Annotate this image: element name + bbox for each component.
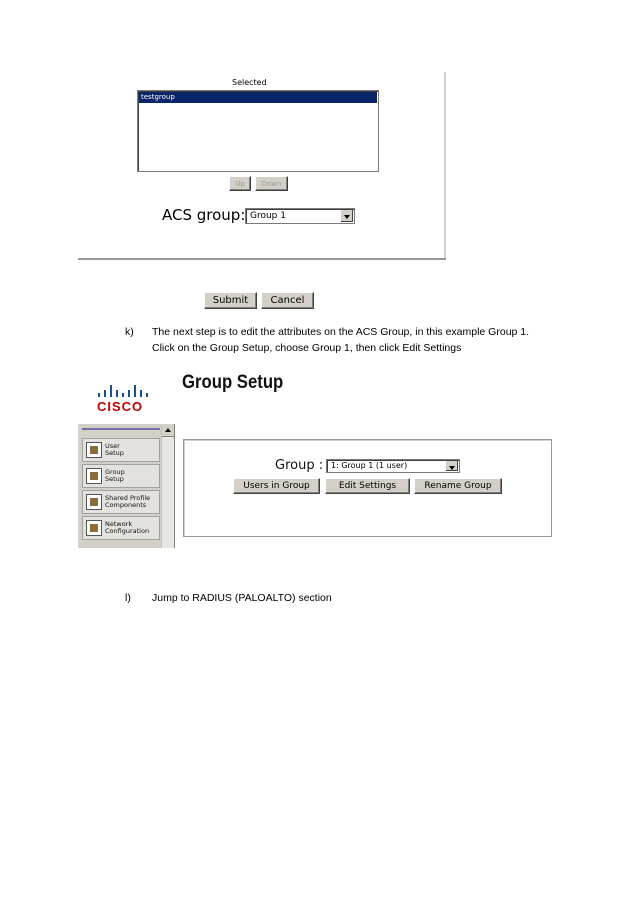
submit-button[interactable]: Submit	[204, 292, 257, 309]
sidebar-item-label: Components	[105, 501, 147, 509]
rename-group-button[interactable]: Rename Group	[414, 478, 502, 494]
acs-group-label: ACS group:	[162, 206, 246, 224]
down-button[interactable]: Down	[255, 176, 288, 191]
group-select[interactable]	[326, 459, 460, 473]
sidebar	[78, 424, 175, 548]
cancel-button[interactable]: Cancel	[261, 292, 314, 309]
list-item[interactable]: testgroup	[139, 92, 377, 103]
sidebar-item-label: Configuration	[105, 527, 150, 535]
group-setup-icon	[86, 468, 102, 484]
edit-settings-button[interactable]: Edit Settings	[325, 478, 410, 494]
chevron-down-icon[interactable]	[445, 461, 458, 471]
cisco-logo	[94, 384, 150, 414]
step-l-marker: l)	[125, 592, 131, 604]
acs-group-value: Group 1	[250, 211, 286, 221]
selected-list-label: Selected	[232, 78, 267, 87]
screenshot-border	[444, 72, 446, 260]
step-k-text: The next step is to edit the attributes on the ACS Group, in this example Group 1.	[152, 326, 530, 338]
step-k-text: Click on the Group Setup, choose Group 1, then click Edit Settings	[152, 342, 462, 354]
sidebar-item-label: Network	[105, 520, 133, 528]
page-title: Group Setup	[182, 372, 284, 393]
sidebar-item-network-config[interactable]	[82, 516, 160, 540]
user-setup-icon	[86, 442, 102, 458]
shared-profile-icon	[86, 494, 102, 510]
sidebar-item-label: Shared Profile	[105, 494, 151, 502]
screenshot-border	[78, 258, 446, 260]
group-select-label: Group :	[275, 458, 324, 473]
chevron-down-icon[interactable]	[340, 210, 353, 222]
network-config-icon	[86, 520, 102, 536]
group-select-value: 1: Group 1 (1 user)	[331, 461, 408, 470]
sidebar-item-user-setup[interactable]	[82, 438, 160, 462]
sidebar-scrollbar[interactable]	[161, 424, 174, 548]
chevron-up-icon[interactable]	[162, 424, 174, 437]
sidebar-item-label: Setup	[105, 449, 124, 457]
up-button[interactable]: Up	[229, 176, 251, 191]
step-k-marker: k)	[125, 326, 134, 338]
sidebar-item-label: Group	[105, 468, 125, 476]
selected-groups-listbox[interactable]	[137, 90, 379, 172]
users-in-group-button[interactable]: Users in Group	[233, 478, 320, 494]
sidebar-item-label: Setup	[105, 475, 124, 483]
sidebar-divider	[82, 428, 160, 430]
acs-group-select[interactable]	[245, 208, 355, 224]
cisco-logo-text: CISCO	[97, 399, 144, 414]
sidebar-item-shared-profile[interactable]	[82, 490, 160, 514]
sidebar-item-group-setup[interactable]	[82, 464, 160, 488]
sidebar-item-label: User	[105, 442, 120, 450]
step-l-text: Jump to RADIUS (PALOALTO) section	[152, 592, 332, 604]
